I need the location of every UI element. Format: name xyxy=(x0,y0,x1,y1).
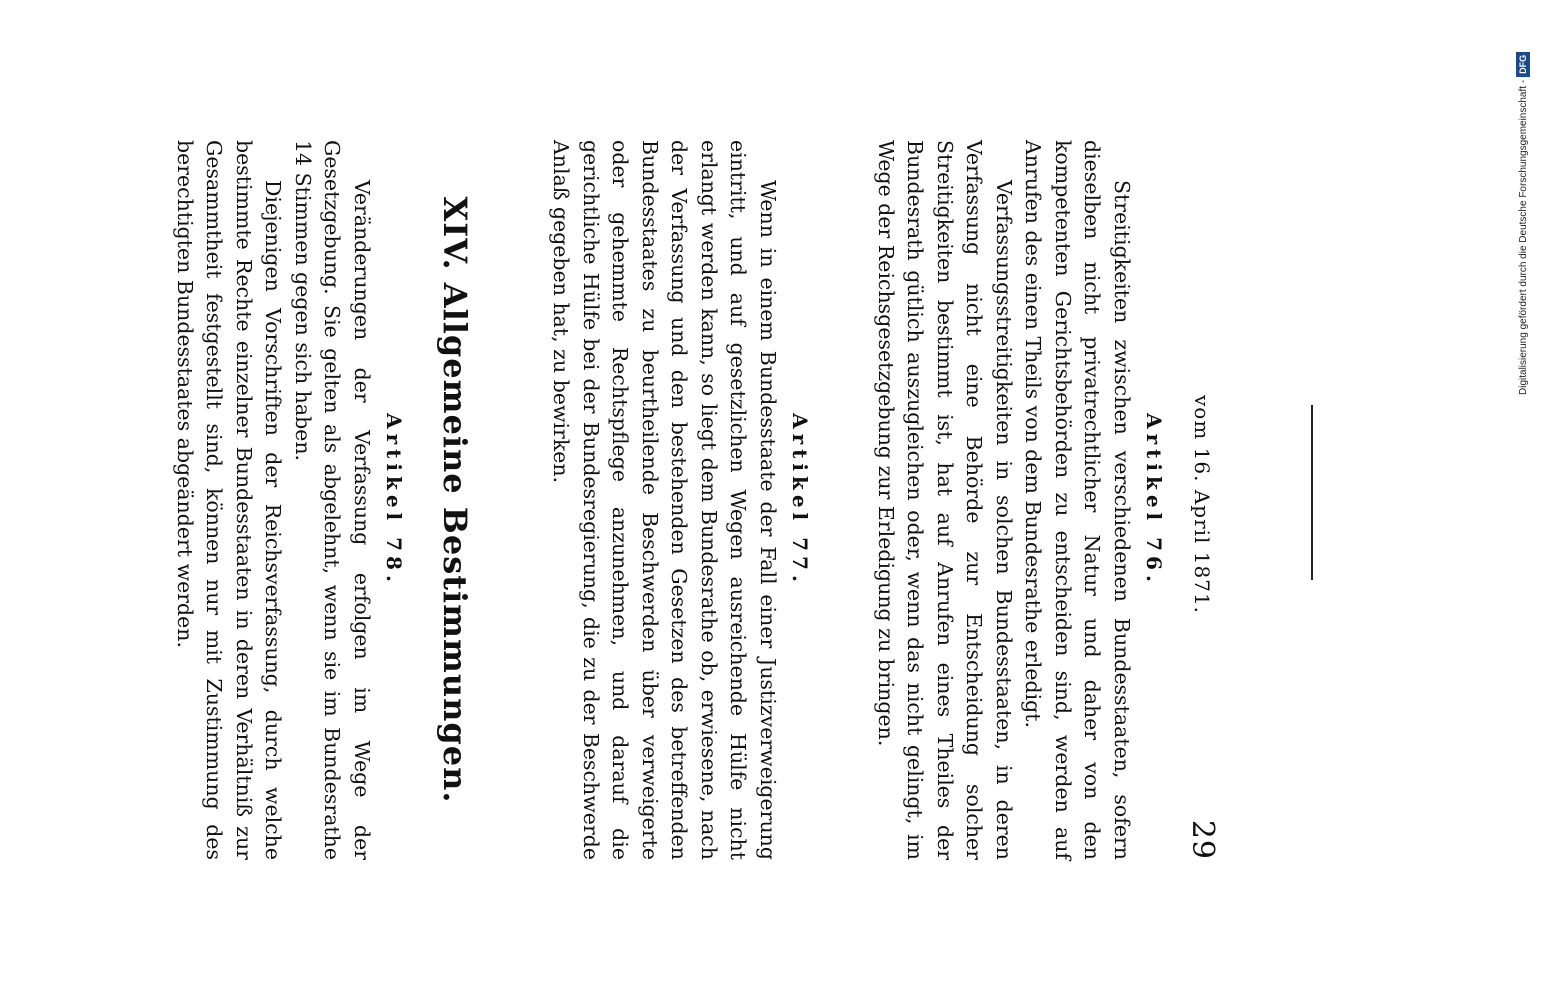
date-line: vom 16. April 1871. xyxy=(1190,395,1214,615)
article-76 xyxy=(871,140,1173,860)
dfg-logo: DFG xyxy=(1516,52,1530,77)
article-78-paragraph-1: Veränderungen der Verfassung erfolgen im Wege der Gesetzgebung. Sie gelten als abgelehnt, wenn sie im Bundesrathe 14 Stimmen gegen sich haben. xyxy=(291,140,374,860)
page-number: 29 xyxy=(1185,819,1220,860)
rotated-page xyxy=(130,140,1220,860)
article-77-title: Artikel 77. xyxy=(788,413,812,587)
article-77 xyxy=(546,140,818,860)
article-78-body xyxy=(170,140,377,860)
article-77-body xyxy=(546,140,782,860)
article-77-paragraph-1: Wenn in einem Bundesstaate der Fall einer Justizverweigerung eintritt, und auf gesetzlichen Wegen ausreichende Hülfe nicht erlangt werden kann, so liegt dem Bundesrathe ob, erwiesene, nach der Verfassung und den bestehenden Gesetzen des betreffenden Bundesstaates zu beurtheilende Beschwerden über verweigerte oder gehemmte Rechtspflege anzunehmen, und darauf die gerichtliche Hülfe bei der Bundesregierung, die zu der Beschwerde Anlaß gegeben hat, zu bewirken. xyxy=(549,140,780,860)
end-rule xyxy=(1311,405,1313,580)
section-xiv-title: XIV. Allgemeine Bestimmungen. xyxy=(436,196,474,804)
section-xiv xyxy=(420,140,490,860)
article-76-body xyxy=(871,140,1137,860)
digitization-credit xyxy=(1514,5,1534,395)
digitization-credit-text: Digitalisierung gefördert durch die Deutsche Forschungsgemeinschaft - xyxy=(1518,79,1529,395)
article-76-paragraph-1: Streitigkeiten zwischen verschiedenen Bundesstaaten, sofern dieselben nicht privatrechtlicher Natur und daher von den kompetenten Gerichtsbehörden zu entscheiden sind, werden auf Anrufen des einen Theils von dem Bundesrathe erledigt. xyxy=(1021,140,1134,860)
article-78-title: Artikel 78. xyxy=(382,413,406,587)
article-78-paragraph-2: Diejenigen Vorschriften der Reichsverfassung, durch welche bestimmte Rechte einzelner Bundesstaaten in deren Verhältniß zur Gesammtheit festgestellt sind, können nur mit Zustimmung des berechtigten Bundesstaates abgeändert werden. xyxy=(173,140,286,860)
page-header xyxy=(1180,140,1220,860)
article-76-paragraph-2: Verfassungsstreitigkeiten in solchen Bundesstaaten, in deren Verfassung nicht eine Behörde zur Entscheidung solcher Streitigkeiten bestimmt ist, hat auf Anrufen eines Theiles der Bundesrath gütlich auszugleichen oder, wenn das nicht gelingt, im Wege der Reichsgesetzgebung zur Erledigung zu bringen. xyxy=(874,140,1016,860)
article-76-title: Artikel 76. xyxy=(1142,413,1166,587)
article-78 xyxy=(170,140,413,860)
